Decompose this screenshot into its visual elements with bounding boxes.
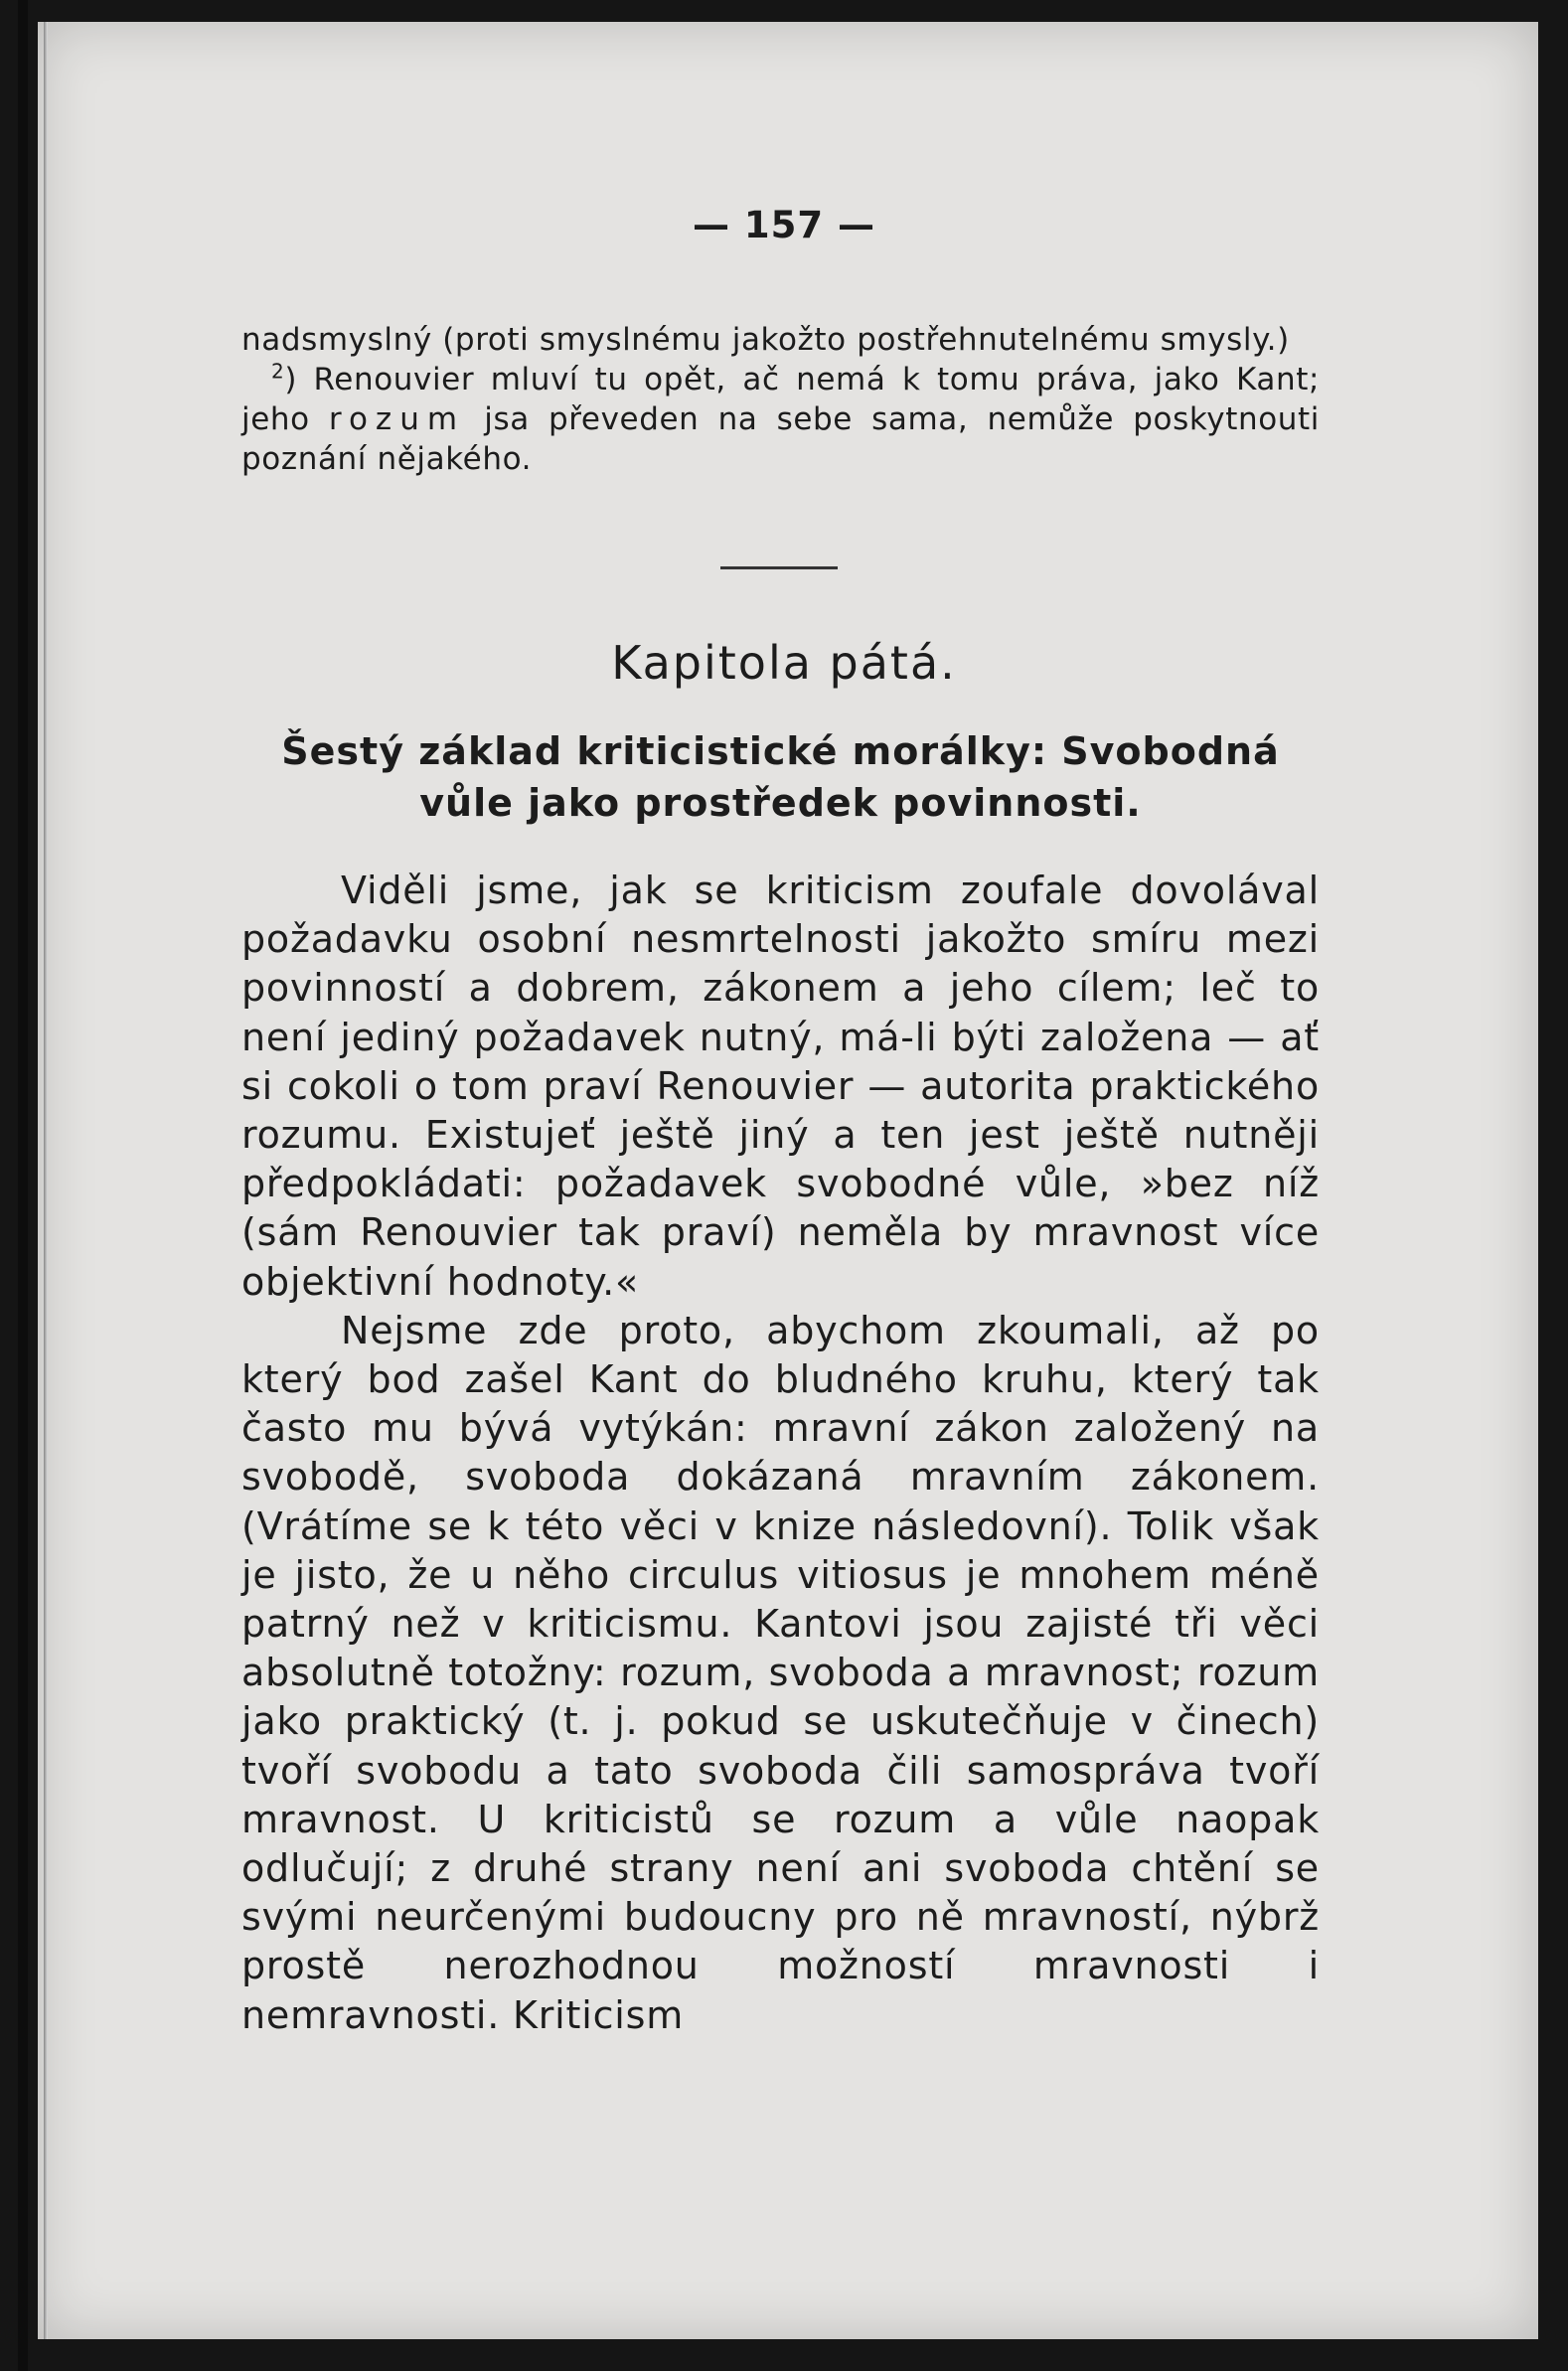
section-divider — [720, 566, 838, 569]
footnote-2 — [241, 360, 1320, 479]
footnotes — [241, 320, 1320, 479]
footnote-continuation: nadsmyslný (proti smyslnému jakožto postřehnutelnému smysly.) — [241, 322, 1290, 358]
footnote-text-before: ) Renouvier mluví tu opět, ač nemá k tomu práva, jako Kant; jeho — [241, 362, 1320, 437]
page-number: — 157 — — [693, 204, 875, 246]
chapter-heading: Kapitola pátá. — [611, 636, 957, 690]
body-paragraph-1: Viděli jsme, jak se kriticism zoufale dovolával požadavku osobní nesmrtelnosti jakožto smíru mezi povinností a dobrem, zákonem a jeho cílem; leč to není jediný požadavek nutný, má-li býti založena — ať si cokoli o tom praví Renouvier — autorita praktického rozumu. Existujeť ještě jiný a ten jest ještě nutněji předpokládati: požadavek svobodné vůle, »bez níž (sám Renouvier tak praví) neměla by mravnost více objektivní hodnoty.« — [241, 869, 1320, 1304]
footnote-emphasis: rozum — [328, 401, 466, 437]
footnote-marker: 2 — [271, 359, 285, 384]
body-text — [241, 867, 1320, 2040]
book-binding-edge — [18, 0, 28, 2371]
footnote-text-after: jsa převeden na sebe sama, nemůže poskytnouti poznání nějakého. — [241, 401, 1320, 477]
body-paragraph-2: Nejsme zde proto, abychom zkoumali, až po který bod zašel Kant do bludného kruhu, který tak často mu bývá vytýkán: mravní zákon založený na svobodě, svoboda dokázaná mravním zákonem. (Vrátíme se k této věci v knize následovní). Tolik však je jisto, že u něho circulus vitiosus je mnohem méně patrný než v kriticismu. Kantovi jsou zajisté tři věci absolutně totožny: rozum, svoboda a mravnost; rozum jako praktický (t. j. pokud se uskutečňuje v činech) tvoří svobodu a tato svoboda čili samospráva tvoří mravnost. U kriticistů se rozum a vůle naopak odlučují; z druhé strany není ani svoboda chtění se svými neurčenými budoucny pro ně mravností, nýbrž prostě nerozhodnou možností mravnosti i nemravnosti. Kriticism — [241, 1308, 1320, 2037]
chapter-subtitle: Šestý základ kriticistické morálky: Svobodná vůle jako prostředek povinnosti. — [281, 729, 1280, 825]
page-gutter-shadow — [44, 22, 48, 2339]
